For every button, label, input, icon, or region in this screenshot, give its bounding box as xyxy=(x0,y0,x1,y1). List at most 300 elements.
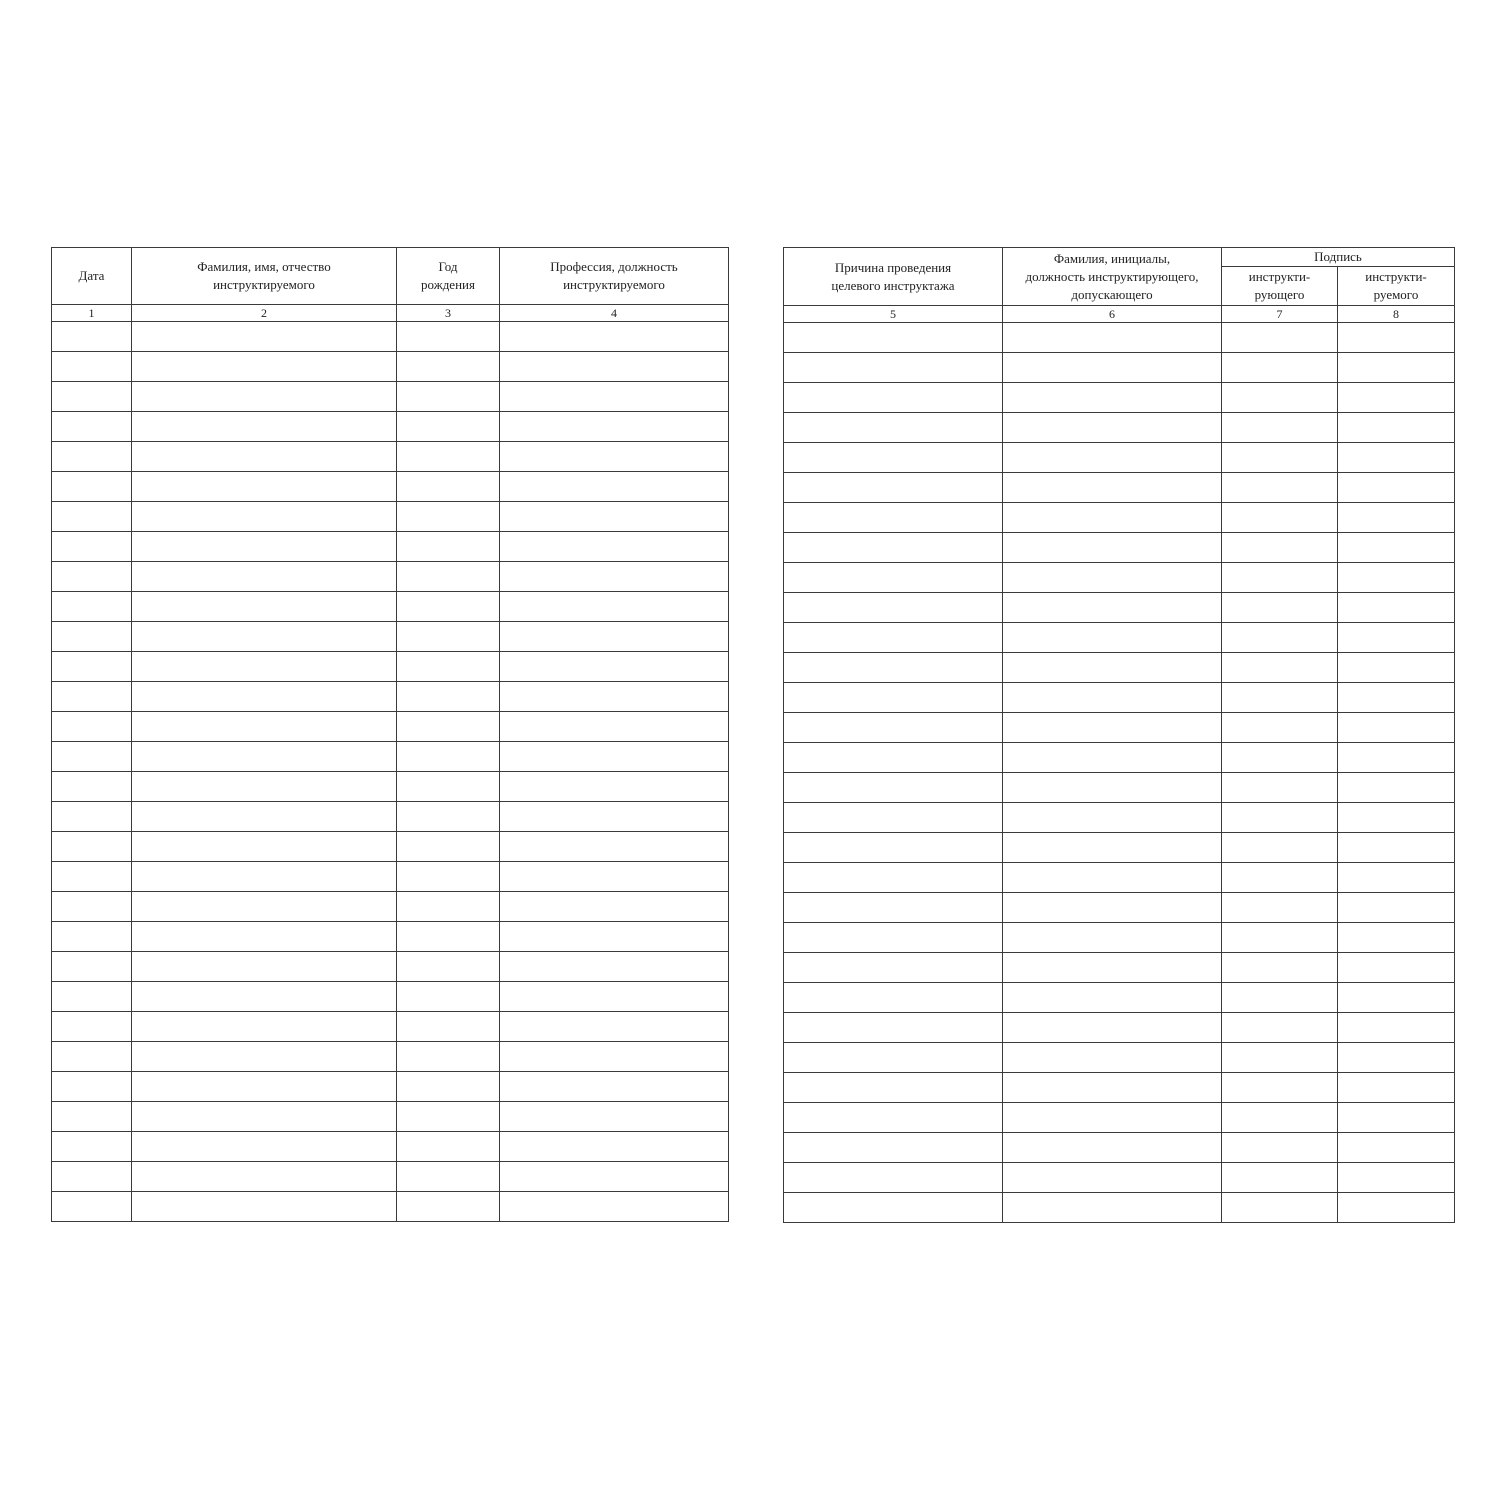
column-number: 1 xyxy=(52,305,132,322)
blank-entry-cell[interactable] xyxy=(500,532,729,562)
blank-entry-cell[interactable] xyxy=(1338,353,1455,383)
blank-entry-cell[interactable] xyxy=(52,1102,132,1132)
table-row xyxy=(784,653,1455,683)
blank-entry-cell[interactable] xyxy=(52,952,132,982)
blank-entry-cell[interactable] xyxy=(397,412,500,442)
blank-entry-cell[interactable] xyxy=(132,502,397,532)
right-table-body xyxy=(784,323,1455,1223)
table-row xyxy=(784,833,1455,863)
blank-entry-cell[interactable] xyxy=(132,1102,397,1132)
blank-entry-cell[interactable] xyxy=(132,922,397,952)
blank-entry-cell[interactable] xyxy=(1338,323,1455,353)
blank-entry-cell[interactable] xyxy=(784,1163,1003,1193)
blank-entry-cell[interactable] xyxy=(500,922,729,952)
blank-entry-cell[interactable] xyxy=(784,713,1003,743)
blank-entry-cell[interactable] xyxy=(1222,743,1338,773)
table-row xyxy=(52,1162,729,1192)
blank-entry-cell[interactable] xyxy=(52,682,132,712)
blank-entry-cell[interactable] xyxy=(52,802,132,832)
table-row xyxy=(52,502,729,532)
blank-entry-cell[interactable] xyxy=(52,982,132,1012)
table-row xyxy=(784,1133,1455,1163)
blank-entry-cell[interactable] xyxy=(1222,653,1338,683)
blank-entry-cell[interactable] xyxy=(52,502,132,532)
blank-entry-cell[interactable] xyxy=(1222,713,1338,743)
blank-entry-cell[interactable] xyxy=(784,923,1003,953)
table-row xyxy=(784,533,1455,563)
blank-entry-cell[interactable] xyxy=(397,532,500,562)
blank-entry-cell[interactable] xyxy=(132,532,397,562)
blank-entry-cell[interactable] xyxy=(784,1193,1003,1223)
table-row xyxy=(52,472,729,502)
blank-entry-cell[interactable] xyxy=(1003,413,1222,443)
blank-entry-cell[interactable] xyxy=(1003,473,1222,503)
blank-entry-cell[interactable] xyxy=(1003,863,1222,893)
blank-entry-cell[interactable] xyxy=(1338,383,1455,413)
blank-entry-cell[interactable] xyxy=(132,322,397,352)
header-instructor: Фамилия, инициалы, должность инструктирующего, допускающего xyxy=(1003,248,1222,306)
blank-entry-cell[interactable] xyxy=(1003,953,1222,983)
blank-entry-cell[interactable] xyxy=(784,953,1003,983)
blank-entry-cell[interactable] xyxy=(784,473,1003,503)
table-row xyxy=(784,623,1455,653)
blank-entry-cell[interactable] xyxy=(52,1012,132,1042)
blank-entry-cell[interactable] xyxy=(500,382,729,412)
column-number: 5 xyxy=(784,306,1003,323)
blank-entry-cell[interactable] xyxy=(1338,623,1455,653)
blank-entry-cell[interactable] xyxy=(132,472,397,502)
blank-entry-cell[interactable] xyxy=(1222,593,1338,623)
blank-entry-cell[interactable] xyxy=(1222,503,1338,533)
blank-entry-cell[interactable] xyxy=(1222,383,1338,413)
blank-entry-cell[interactable] xyxy=(1003,623,1222,653)
table-row xyxy=(784,383,1455,413)
blank-entry-cell[interactable] xyxy=(500,592,729,622)
blank-entry-cell[interactable] xyxy=(500,502,729,532)
blank-entry-cell[interactable] xyxy=(52,532,132,562)
blank-entry-cell[interactable] xyxy=(500,862,729,892)
blank-entry-cell[interactable] xyxy=(1003,1133,1222,1163)
blank-entry-cell[interactable] xyxy=(1338,593,1455,623)
blank-entry-cell[interactable] xyxy=(1222,863,1338,893)
blank-entry-cell[interactable] xyxy=(397,382,500,412)
table-row xyxy=(784,893,1455,923)
header-birth-year: Год рождения xyxy=(397,248,500,305)
blank-entry-cell[interactable] xyxy=(397,772,500,802)
column-number: 3 xyxy=(397,305,500,322)
blank-entry-cell[interactable] xyxy=(1338,1103,1455,1133)
blank-entry-cell[interactable] xyxy=(500,982,729,1012)
blank-entry-cell[interactable] xyxy=(52,1132,132,1162)
blank-entry-cell[interactable] xyxy=(397,622,500,652)
column-number: 2 xyxy=(132,305,397,322)
blank-entry-cell[interactable] xyxy=(1003,323,1222,353)
left-table-body xyxy=(52,322,729,1222)
blank-entry-cell[interactable] xyxy=(784,563,1003,593)
blank-entry-cell[interactable] xyxy=(784,353,1003,383)
blank-entry-cell[interactable] xyxy=(1222,893,1338,923)
header-signature-instructor: инструкти- рующего xyxy=(1222,267,1338,306)
blank-entry-cell[interactable] xyxy=(1338,1133,1455,1163)
blank-entry-cell[interactable] xyxy=(132,832,397,862)
table-row xyxy=(784,1073,1455,1103)
header-date: Дата xyxy=(52,248,132,305)
table-row xyxy=(52,322,729,352)
blank-entry-cell[interactable] xyxy=(52,322,132,352)
blank-entry-cell[interactable] xyxy=(784,383,1003,413)
blank-entry-cell[interactable] xyxy=(1222,473,1338,503)
blank-entry-cell[interactable] xyxy=(397,1132,500,1162)
blank-entry-cell[interactable] xyxy=(397,502,500,532)
blank-entry-cell[interactable] xyxy=(1338,653,1455,683)
blank-entry-cell[interactable] xyxy=(397,802,500,832)
blank-entry-cell[interactable] xyxy=(52,832,132,862)
blank-entry-cell[interactable] xyxy=(1338,683,1455,713)
blank-entry-cell[interactable] xyxy=(1003,353,1222,383)
blank-entry-cell[interactable] xyxy=(397,982,500,1012)
blank-entry-cell[interactable] xyxy=(500,352,729,382)
blank-entry-cell[interactable] xyxy=(1003,563,1222,593)
blank-entry-cell[interactable] xyxy=(784,803,1003,833)
header-signature-trainee: инструкти- руемого xyxy=(1338,267,1455,306)
blank-entry-cell[interactable] xyxy=(1222,353,1338,383)
blank-entry-cell[interactable] xyxy=(1338,863,1455,893)
blank-entry-cell[interactable] xyxy=(784,743,1003,773)
blank-entry-cell[interactable] xyxy=(1338,503,1455,533)
blank-entry-cell[interactable] xyxy=(500,1102,729,1132)
left-journal-table xyxy=(51,247,729,1222)
blank-entry-cell[interactable] xyxy=(132,712,397,742)
blank-entry-cell[interactable] xyxy=(784,983,1003,1013)
blank-entry-cell[interactable] xyxy=(132,652,397,682)
blank-entry-cell[interactable] xyxy=(397,712,500,742)
table-row xyxy=(52,862,729,892)
blank-entry-cell[interactable] xyxy=(1222,1103,1338,1133)
blank-entry-cell[interactable] xyxy=(500,322,729,352)
blank-entry-cell[interactable] xyxy=(500,712,729,742)
right-header-row xyxy=(784,248,1455,267)
blank-entry-cell[interactable] xyxy=(397,1012,500,1042)
blank-entry-cell[interactable] xyxy=(1338,923,1455,953)
table-row xyxy=(52,682,729,712)
blank-entry-cell[interactable] xyxy=(132,1072,397,1102)
blank-entry-cell[interactable] xyxy=(784,653,1003,683)
blank-entry-cell[interactable] xyxy=(52,412,132,442)
blank-entry-cell[interactable] xyxy=(1338,1193,1455,1223)
table-row xyxy=(784,743,1455,773)
blank-entry-cell[interactable] xyxy=(500,952,729,982)
table-row xyxy=(784,1103,1455,1133)
blank-entry-cell[interactable] xyxy=(1338,713,1455,743)
blank-entry-cell[interactable] xyxy=(397,442,500,472)
blank-entry-cell[interactable] xyxy=(397,1072,500,1102)
table-row xyxy=(784,563,1455,593)
table-row xyxy=(52,922,729,952)
blank-entry-cell[interactable] xyxy=(1003,893,1222,923)
blank-entry-cell[interactable] xyxy=(132,862,397,892)
blank-entry-cell[interactable] xyxy=(52,562,132,592)
blank-entry-cell[interactable] xyxy=(1003,773,1222,803)
table-row xyxy=(784,1193,1455,1223)
blank-entry-cell[interactable] xyxy=(1003,1193,1222,1223)
table-row xyxy=(52,1072,729,1102)
table-row xyxy=(52,1042,729,1072)
blank-entry-cell[interactable] xyxy=(784,1013,1003,1043)
blank-entry-cell[interactable] xyxy=(1003,503,1222,533)
blank-entry-cell[interactable] xyxy=(52,742,132,772)
blank-entry-cell[interactable] xyxy=(784,413,1003,443)
blank-entry-cell[interactable] xyxy=(397,592,500,622)
blank-entry-cell[interactable] xyxy=(397,922,500,952)
blank-entry-cell[interactable] xyxy=(784,1073,1003,1103)
blank-entry-cell[interactable] xyxy=(1003,683,1222,713)
blank-entry-cell[interactable] xyxy=(1338,953,1455,983)
blank-entry-cell[interactable] xyxy=(1003,653,1222,683)
blank-entry-cell[interactable] xyxy=(1338,563,1455,593)
blank-entry-cell[interactable] xyxy=(500,892,729,922)
blank-entry-cell[interactable] xyxy=(1338,1043,1455,1073)
blank-entry-cell[interactable] xyxy=(1003,803,1222,833)
right-column-number-row xyxy=(784,306,1455,323)
left-header-row xyxy=(52,248,729,305)
blank-entry-cell[interactable] xyxy=(397,1192,500,1222)
blank-entry-cell[interactable] xyxy=(1338,413,1455,443)
blank-entry-cell[interactable] xyxy=(1222,983,1338,1013)
table-row xyxy=(52,442,729,472)
table-row xyxy=(784,863,1455,893)
table-row xyxy=(52,562,729,592)
blank-entry-cell[interactable] xyxy=(132,952,397,982)
blank-entry-cell[interactable] xyxy=(784,593,1003,623)
table-row xyxy=(784,1043,1455,1073)
blank-entry-cell[interactable] xyxy=(132,442,397,472)
blank-entry-cell[interactable] xyxy=(784,1043,1003,1073)
blank-entry-cell[interactable] xyxy=(500,622,729,652)
blank-entry-cell[interactable] xyxy=(1338,473,1455,503)
blank-entry-cell[interactable] xyxy=(1338,773,1455,803)
blank-entry-cell[interactable] xyxy=(1338,1163,1455,1193)
blank-entry-cell[interactable] xyxy=(784,1103,1003,1133)
blank-entry-cell[interactable] xyxy=(500,1192,729,1222)
blank-entry-cell[interactable] xyxy=(52,472,132,502)
blank-entry-cell[interactable] xyxy=(132,802,397,832)
table-row xyxy=(784,473,1455,503)
blank-entry-cell[interactable] xyxy=(500,1132,729,1162)
blank-entry-cell[interactable] xyxy=(397,1162,500,1192)
blank-entry-cell[interactable] xyxy=(500,682,729,712)
blank-entry-cell[interactable] xyxy=(500,1012,729,1042)
blank-entry-cell[interactable] xyxy=(1222,533,1338,563)
blank-entry-cell[interactable] xyxy=(1338,833,1455,863)
blank-entry-cell[interactable] xyxy=(397,832,500,862)
blank-entry-cell[interactable] xyxy=(1222,773,1338,803)
blank-entry-cell[interactable] xyxy=(52,712,132,742)
blank-entry-cell[interactable] xyxy=(52,652,132,682)
blank-entry-cell[interactable] xyxy=(784,893,1003,923)
blank-entry-cell[interactable] xyxy=(500,1042,729,1072)
blank-entry-cell[interactable] xyxy=(1222,1133,1338,1163)
blank-entry-cell[interactable] xyxy=(132,1012,397,1042)
blank-entry-cell[interactable] xyxy=(1338,1073,1455,1103)
table-row xyxy=(784,443,1455,473)
table-row xyxy=(52,832,729,862)
blank-entry-cell[interactable] xyxy=(397,322,500,352)
blank-entry-cell[interactable] xyxy=(1003,713,1222,743)
blank-entry-cell[interactable] xyxy=(52,1192,132,1222)
blank-entry-cell[interactable] xyxy=(1222,923,1338,953)
blank-entry-cell[interactable] xyxy=(1338,893,1455,923)
table-row xyxy=(784,773,1455,803)
table-row xyxy=(52,1012,729,1042)
right-journal-table xyxy=(783,247,1455,1223)
column-number: 8 xyxy=(1338,306,1455,323)
blank-entry-cell[interactable] xyxy=(1003,443,1222,473)
blank-entry-cell[interactable] xyxy=(1222,323,1338,353)
table-row xyxy=(52,772,729,802)
table-row xyxy=(52,802,729,832)
blank-entry-cell[interactable] xyxy=(132,1132,397,1162)
blank-entry-cell[interactable] xyxy=(132,352,397,382)
blank-entry-cell[interactable] xyxy=(132,982,397,1012)
blank-entry-cell[interactable] xyxy=(1222,953,1338,983)
blank-entry-cell[interactable] xyxy=(52,442,132,472)
blank-entry-cell[interactable] xyxy=(397,952,500,982)
blank-entry-cell[interactable] xyxy=(52,772,132,802)
blank-entry-cell[interactable] xyxy=(1222,413,1338,443)
blank-entry-cell[interactable] xyxy=(1222,803,1338,833)
blank-entry-cell[interactable] xyxy=(132,892,397,922)
blank-entry-cell[interactable] xyxy=(1222,563,1338,593)
blank-entry-cell[interactable] xyxy=(1003,1073,1222,1103)
blank-entry-cell[interactable] xyxy=(52,1162,132,1192)
blank-entry-cell[interactable] xyxy=(1222,623,1338,653)
blank-entry-cell[interactable] xyxy=(52,622,132,652)
blank-entry-cell[interactable] xyxy=(397,562,500,592)
blank-entry-cell[interactable] xyxy=(132,1042,397,1072)
table-row xyxy=(52,412,729,442)
blank-entry-cell[interactable] xyxy=(1003,1103,1222,1133)
blank-entry-cell[interactable] xyxy=(397,862,500,892)
table-row xyxy=(52,712,729,742)
blank-entry-cell[interactable] xyxy=(132,772,397,802)
blank-entry-cell[interactable] xyxy=(500,412,729,442)
blank-entry-cell[interactable] xyxy=(397,742,500,772)
blank-entry-cell[interactable] xyxy=(52,892,132,922)
blank-entry-cell[interactable] xyxy=(1338,743,1455,773)
blank-entry-cell[interactable] xyxy=(132,622,397,652)
table-row xyxy=(52,1132,729,1162)
blank-entry-cell[interactable] xyxy=(1003,833,1222,863)
blank-entry-cell[interactable] xyxy=(500,742,729,772)
blank-entry-cell[interactable] xyxy=(500,1072,729,1102)
blank-entry-cell[interactable] xyxy=(1338,443,1455,473)
blank-entry-cell[interactable] xyxy=(52,1072,132,1102)
blank-entry-cell[interactable] xyxy=(500,1162,729,1192)
blank-entry-cell[interactable] xyxy=(1222,1073,1338,1103)
blank-entry-cell[interactable] xyxy=(132,682,397,712)
table-row xyxy=(784,983,1455,1013)
blank-entry-cell[interactable] xyxy=(52,862,132,892)
blank-entry-cell[interactable] xyxy=(784,323,1003,353)
blank-entry-cell[interactable] xyxy=(132,1192,397,1222)
column-number: 4 xyxy=(500,305,729,322)
blank-entry-cell[interactable] xyxy=(1003,593,1222,623)
blank-entry-cell[interactable] xyxy=(52,1042,132,1072)
blank-entry-cell[interactable] xyxy=(1222,1163,1338,1193)
blank-entry-cell[interactable] xyxy=(397,1102,500,1132)
blank-entry-cell[interactable] xyxy=(500,442,729,472)
blank-entry-cell[interactable] xyxy=(397,682,500,712)
blank-entry-cell[interactable] xyxy=(1338,1013,1455,1043)
blank-entry-cell[interactable] xyxy=(1222,833,1338,863)
blank-entry-cell[interactable] xyxy=(784,533,1003,563)
blank-entry-cell[interactable] xyxy=(52,592,132,622)
blank-entry-cell[interactable] xyxy=(397,352,500,382)
blank-entry-cell[interactable] xyxy=(132,562,397,592)
blank-entry-cell[interactable] xyxy=(1003,383,1222,413)
blank-entry-cell[interactable] xyxy=(132,742,397,772)
blank-entry-cell[interactable] xyxy=(784,773,1003,803)
blank-entry-cell[interactable] xyxy=(397,472,500,502)
blank-entry-cell[interactable] xyxy=(1222,1043,1338,1073)
blank-entry-cell[interactable] xyxy=(1003,1043,1222,1073)
column-number: 6 xyxy=(1003,306,1222,323)
blank-entry-cell[interactable] xyxy=(784,683,1003,713)
blank-entry-cell[interactable] xyxy=(500,772,729,802)
blank-entry-cell[interactable] xyxy=(1003,1163,1222,1193)
blank-entry-cell[interactable] xyxy=(132,412,397,442)
blank-entry-cell[interactable] xyxy=(52,922,132,952)
blank-entry-cell[interactable] xyxy=(1003,1013,1222,1043)
blank-entry-cell[interactable] xyxy=(784,863,1003,893)
blank-entry-cell[interactable] xyxy=(1222,1013,1338,1043)
blank-entry-cell[interactable] xyxy=(500,832,729,862)
blank-entry-cell[interactable] xyxy=(132,592,397,622)
blank-entry-cell[interactable] xyxy=(1222,683,1338,713)
blank-entry-cell[interactable] xyxy=(1338,983,1455,1013)
blank-entry-cell[interactable] xyxy=(784,833,1003,863)
blank-entry-cell[interactable] xyxy=(1222,1193,1338,1223)
blank-entry-cell[interactable] xyxy=(397,892,500,922)
blank-entry-cell[interactable] xyxy=(397,652,500,682)
blank-entry-cell[interactable] xyxy=(397,1042,500,1072)
blank-entry-cell[interactable] xyxy=(500,802,729,832)
table-row xyxy=(784,923,1455,953)
blank-entry-cell[interactable] xyxy=(500,562,729,592)
table-row xyxy=(52,982,729,1012)
blank-entry-cell[interactable] xyxy=(1003,983,1222,1013)
blank-entry-cell[interactable] xyxy=(500,472,729,502)
blank-entry-cell[interactable] xyxy=(500,652,729,682)
blank-entry-cell[interactable] xyxy=(784,443,1003,473)
blank-entry-cell[interactable] xyxy=(132,1162,397,1192)
blank-entry-cell[interactable] xyxy=(1222,443,1338,473)
blank-entry-cell[interactable] xyxy=(52,352,132,382)
blank-entry-cell[interactable] xyxy=(1003,923,1222,953)
blank-entry-cell[interactable] xyxy=(132,382,397,412)
blank-entry-cell[interactable] xyxy=(1003,743,1222,773)
blank-entry-cell[interactable] xyxy=(52,382,132,412)
blank-entry-cell[interactable] xyxy=(784,1133,1003,1163)
blank-entry-cell[interactable] xyxy=(1338,803,1455,833)
header-signature: Подпись xyxy=(1222,248,1455,267)
blank-entry-cell[interactable] xyxy=(784,623,1003,653)
blank-entry-cell[interactable] xyxy=(1003,533,1222,563)
table-row xyxy=(784,713,1455,743)
table-row xyxy=(52,952,729,982)
blank-entry-cell[interactable] xyxy=(1338,533,1455,563)
blank-entry-cell[interactable] xyxy=(784,503,1003,533)
